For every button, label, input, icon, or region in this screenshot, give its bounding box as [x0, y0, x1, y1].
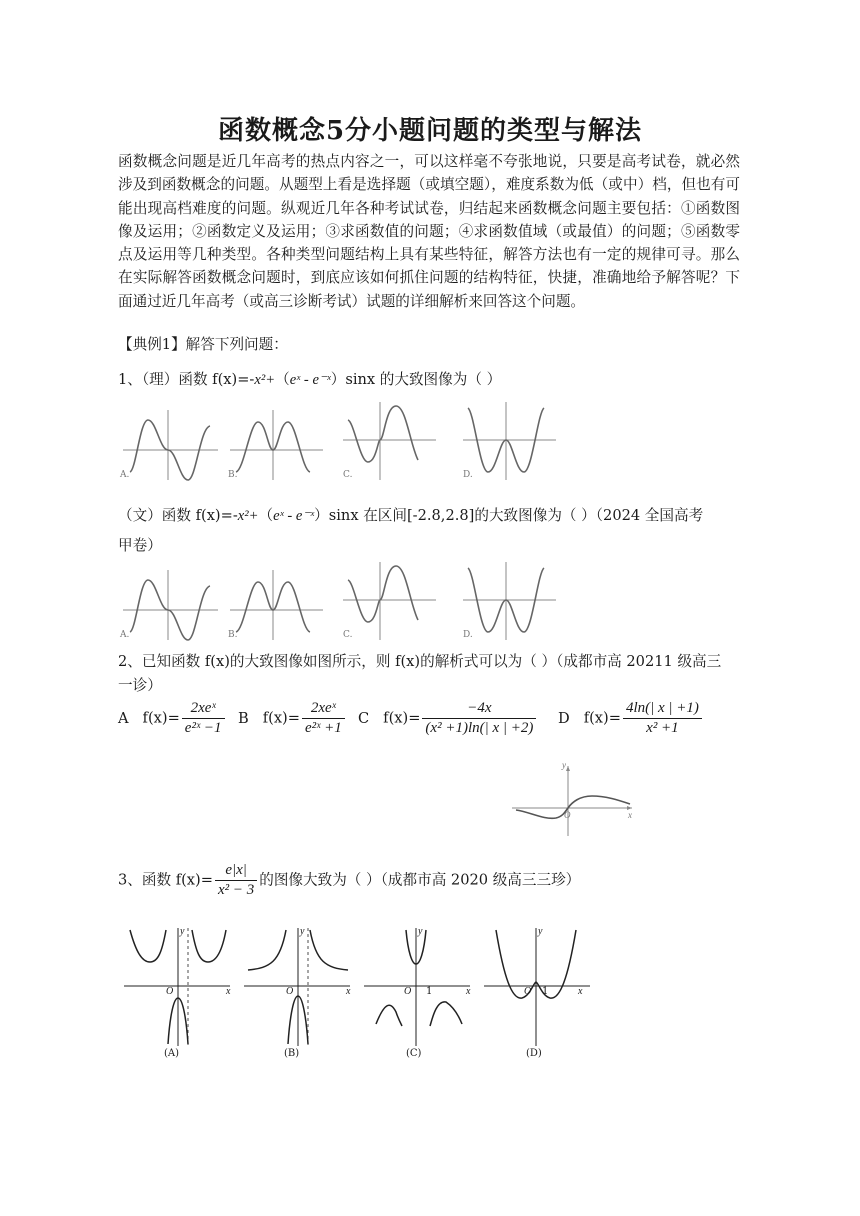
axis-x-label: x: [346, 986, 351, 997]
axis-y-label: y: [562, 760, 566, 770]
axis-origin-label: O: [166, 986, 174, 997]
q2-option-d: D f(x)= $\frac{4\ln(| x | +1)}{\text{x² +1}}$: [558, 700, 704, 737]
graph-label-a: (A): [164, 1048, 180, 1059]
question-3: 3、函数 f(x)= $\frac{e|x|}{\text{x² − 3}}$ 的图像大致为（ ）（成都市高 2020 级高三三珍）: [118, 862, 581, 898]
axis-x-label: x: [466, 986, 471, 997]
q2-figure: [508, 760, 638, 840]
axis-x-label: x: [578, 986, 583, 997]
axis-origin-label: O: [564, 810, 571, 820]
graph-label-c: C.: [343, 470, 353, 480]
graph-label-c: C.: [343, 630, 353, 640]
graph-label-b: (B): [284, 1048, 300, 1059]
graph-label-c: (C): [406, 1048, 422, 1059]
axis-origin-label: O: [404, 986, 412, 997]
axis-origin-label: O: [524, 986, 532, 997]
axis-one-label: 1: [542, 986, 549, 997]
axis-y-label: y: [418, 926, 423, 937]
graph-label-d: (D): [526, 1048, 542, 1059]
q1-wen-graphs: [118, 560, 558, 648]
intro-paragraph: 函数概念问题是近几年高考的热点内容之一，可以这样毫不夸张地说，只要是高考试卷，就必然涉及到函数概念的问题。从题型上看是选择题（或填空题），难度系数为低（或中）档，但也有可能出现高档难度的问题。纵观近几年各种考试试卷，归结起来函数概念问题主要包括：①函数图像及运用；②函数定义及运用；③求函数值的问题；④求函数值域（或最值）的问题；⑤函数零点及运用等几种类型。各种类型问题结构上具有某些特征，解答方法也有一定的规律可寻。那么在实际解答函数概念问题时，到底应该如何抓住问题的结构特征，快捷，准确地给予解答呢？下面通过近几年高考（或高三诊断考试）试题的详细解析来回答这个问题。: [118, 153, 740, 310]
page-title: 函数概念5分小题问题的类型与解法: [217, 116, 643, 146]
axis-y-label: y: [538, 926, 543, 937]
axis-x-label: x: [628, 810, 632, 820]
fraction: $\frac{e|x|}{\text{x² − 3}}$: [215, 862, 257, 899]
question-1-wen: （文）函数 f(x)=-x²+（eˣ - e⁻ˣ）sinx 在区间[-2.8,2.8]的大致图像为（ ）（2024 全国高考: [118, 507, 704, 524]
fraction: $\frac{4\ln(| x | +1)}{\text{x² +1}}$: [623, 700, 702, 737]
q2-option-b: B f(x)= $\frac{\text{2xeˣ}}{\text{e²ˣ +1}}$: [238, 700, 347, 737]
graph-label-a: A.: [120, 630, 130, 640]
q1-li-graph-svg: [118, 400, 558, 488]
graph-label-b: B.: [228, 630, 238, 640]
axis-one-label: 1: [426, 986, 433, 997]
example-heading: 【典例1】解答下列问题：: [118, 336, 288, 353]
graph-label-b: B.: [228, 470, 238, 480]
axis-x-label: x: [226, 986, 231, 997]
fraction: $\frac{\text{2xeˣ}}{\text{e²ˣ −1}}$: [182, 700, 225, 737]
q1-li-graphs: [118, 400, 558, 488]
q2-figure-svg: [508, 760, 638, 840]
fraction: $\frac{\text{2xeˣ}}{\text{e²ˣ +1}}$: [302, 700, 345, 737]
q3-graphs: [120, 922, 590, 1062]
fraction: $\frac{-4x}{\text{(x² +1)ln(| x | +2)}}$: [422, 700, 536, 737]
question-2-line2: 一诊）: [118, 677, 162, 694]
question-2: 2、已知函数 f(x)的大致图像如图所示，则 f(x)的解析式可以为（ ）（成都市高 20211 级高三: [118, 653, 722, 670]
q1-wen-graph-svg: [118, 560, 558, 648]
question-1-li: 1、（理）函数 f(x)=-x²+（eˣ - e⁻ˣ）sinx 的大致图像为（ ）: [118, 371, 502, 388]
question-1-wen-line2: 甲卷）: [118, 537, 162, 554]
q3-graph-svg: [120, 922, 590, 1062]
graph-label-d: D.: [463, 630, 473, 640]
graph-label-d: D.: [463, 470, 473, 480]
axis-y-label: y: [180, 926, 185, 937]
graph-label-a: A.: [120, 470, 130, 480]
axis-y-label: y: [300, 926, 305, 937]
q2-option-c: C f(x)= $\frac{-4x}{\text{(x² +1)ln(| x | +2)}}$: [358, 700, 538, 737]
axis-origin-label: O: [286, 986, 294, 997]
q2-option-a: A f(x)= $\frac{\text{2xeˣ}}{\text{e²ˣ −1}}$: [118, 700, 227, 737]
